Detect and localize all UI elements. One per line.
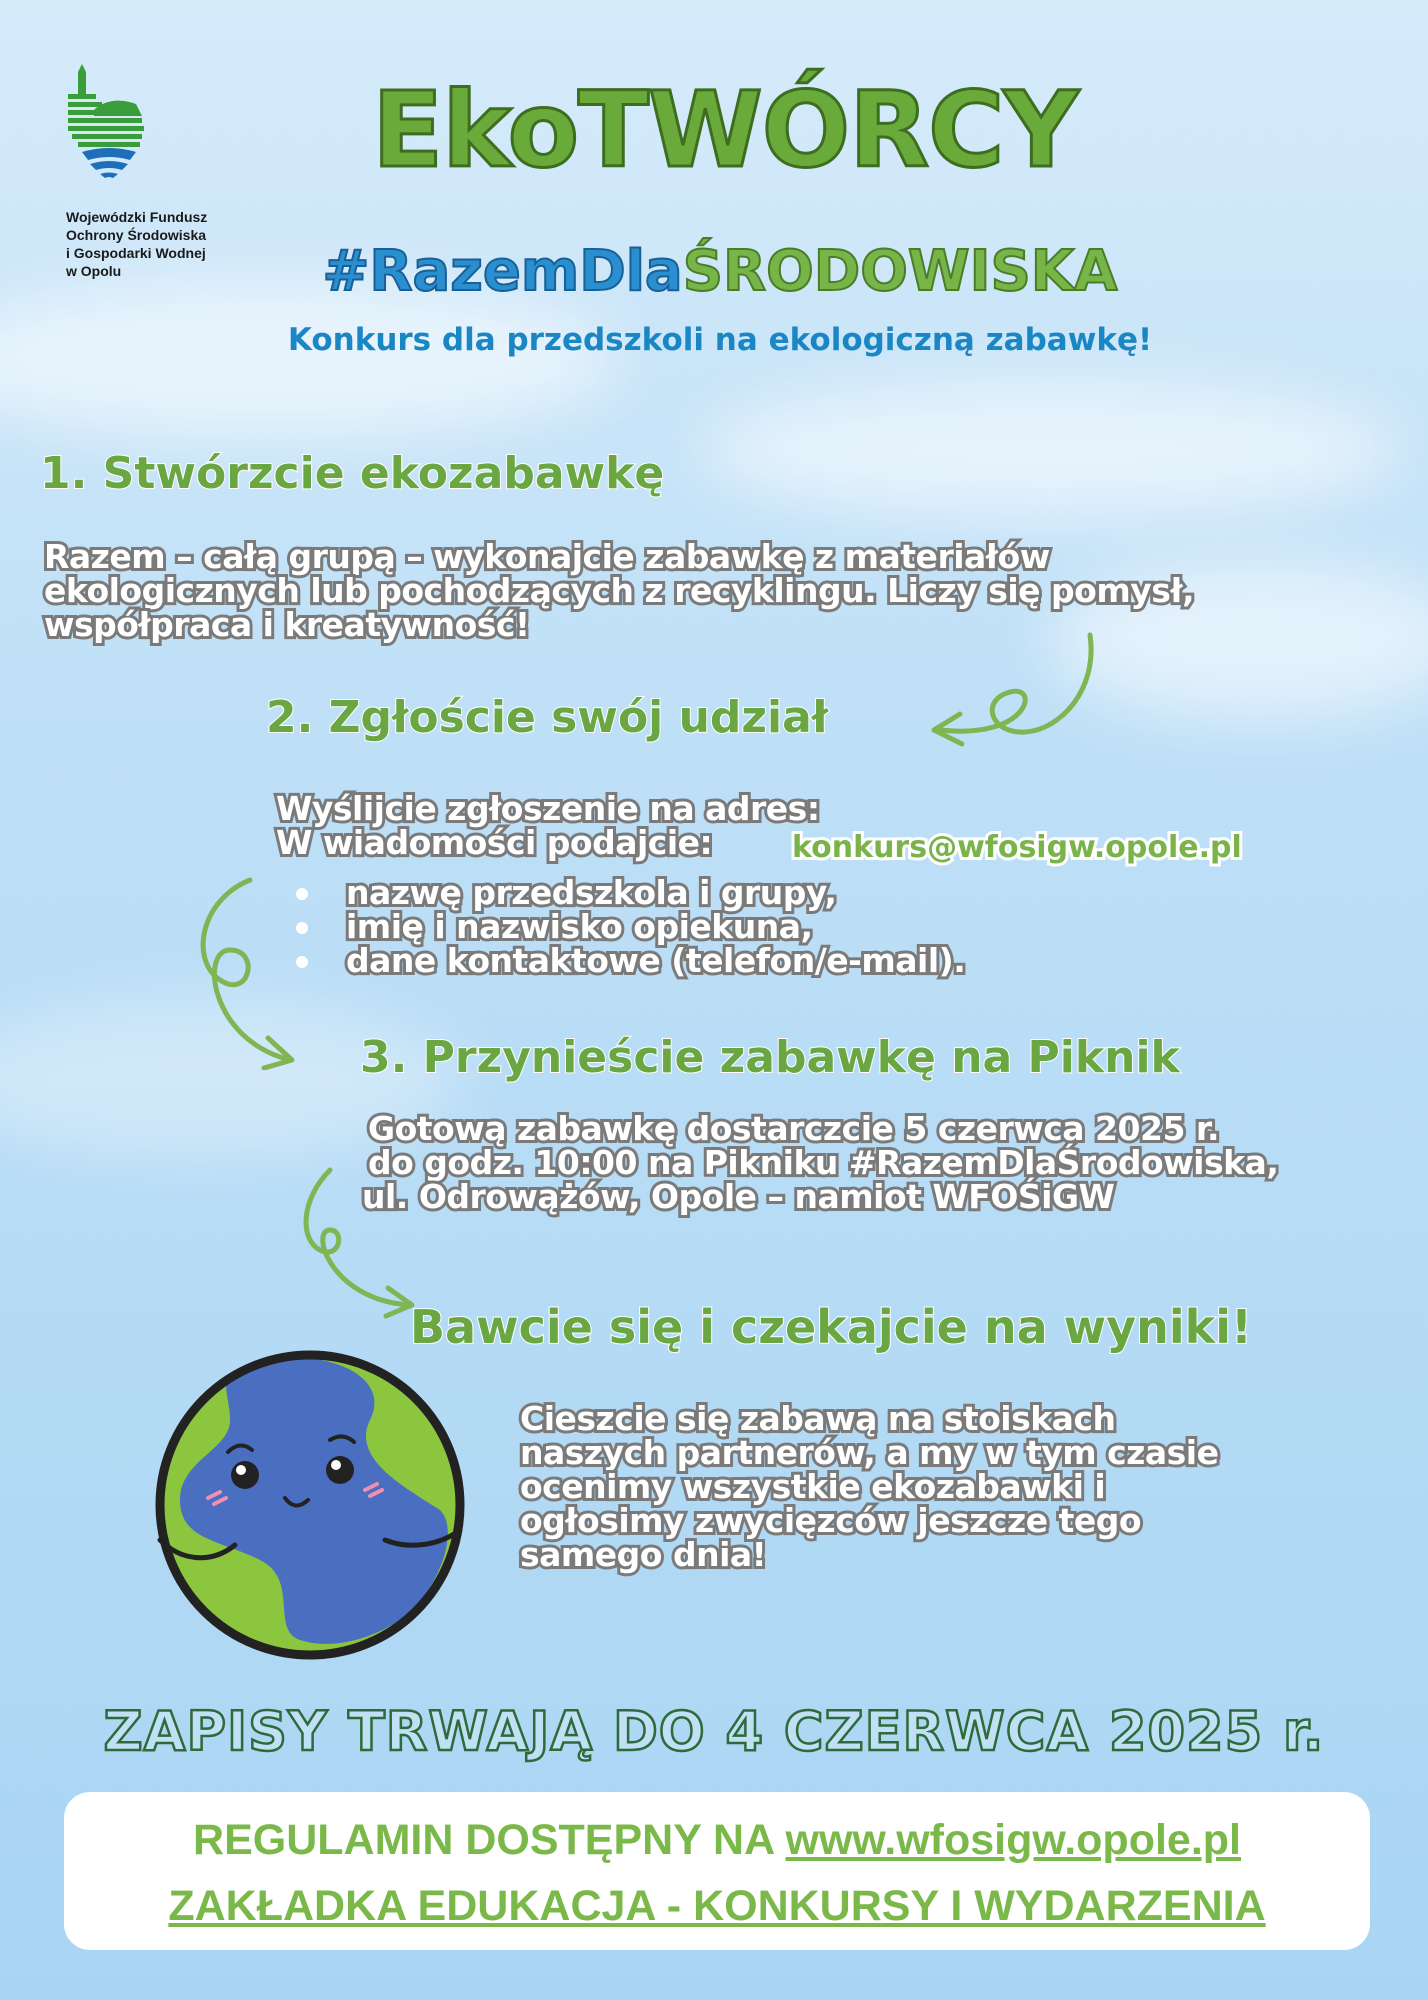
step1-line: ekologicznych lub pochodzących z recyklingu. Liczy się pomysł, <box>44 571 1195 610</box>
hashtag-part-srodowiska: ŚRODOWISKA <box>682 239 1118 304</box>
earth-mascot-icon <box>140 1340 480 1670</box>
step4-description <box>520 1399 1219 1574</box>
step2-description <box>276 789 820 862</box>
step2-bullet-list <box>290 873 966 980</box>
logo-emblem-icon <box>64 64 154 184</box>
curly-arrow-icon <box>290 1160 430 1320</box>
registration-deadline: ZAPISY TRWAJĄ DO 4 CZERWCA 2025 r. <box>103 1700 1325 1763</box>
logo-line: Ochrony Środowiska <box>66 227 207 243</box>
step4-line: ocenimy wszystkie ekozabawki i <box>520 1467 1106 1506</box>
page-title: EkoTWÓRCY <box>372 69 1078 191</box>
step4-heading: Bawcie się i czekajcie na wyniki! <box>410 1300 1253 1354</box>
step2-heading: 2. Zgłoście swój udział <box>266 692 829 743</box>
step4-line: Cieszcie się zabawą na stoiskach <box>520 1399 1116 1438</box>
hashtag-part-razemdla: #RazemDla <box>322 239 683 304</box>
step2-line-text: W wiadomości podajcie: <box>276 823 713 862</box>
regulations-info-box <box>64 1792 1370 1950</box>
education-tab-link[interactable]: ZAKŁADKA EDUKACJA - KONKURSY I WYDARZENIA <box>168 1882 1266 1930</box>
wfosigw-logo <box>64 64 154 184</box>
logo-line: w Opolu <box>66 263 122 279</box>
step3-description <box>362 1109 1279 1216</box>
cloud-decoration <box>700 380 1400 520</box>
regulations-prefix: REGULAMIN DOSTĘPNY NA <box>193 1816 786 1864</box>
list-item: imię i nazwisko opiekuna, <box>290 910 965 944</box>
curly-arrow-icon <box>920 620 1100 770</box>
contact-email[interactable]: konkurs@wfosigw.opole.pl <box>792 830 1242 865</box>
hashtag-title <box>270 238 1170 306</box>
step2-line <box>276 823 820 862</box>
contest-subtitle: Konkurs dla przedszkoli na ekologiczną zabawkę! <box>287 322 1153 358</box>
list-item: dane kontaktowe (telefon/e-mail). <box>290 944 965 978</box>
step4-line: naszych partnerów, a my w tym czasie <box>520 1433 1219 1472</box>
step3-line: Gotową zabawkę dostarczcie 5 czerwca 2025 r. <box>368 1109 1220 1148</box>
step1-line: Razem – całą grupą – wykonajcie zabawkę z materiałów <box>44 537 1050 576</box>
step3-heading: 3. Przynieście zabawkę na Piknik <box>360 1032 1180 1083</box>
logo-organization-name <box>66 208 266 280</box>
website-link[interactable]: www.wfosigw.opole.pl <box>785 1816 1241 1864</box>
step2-line: Wyślijcie zgłoszenie na adres: <box>276 789 820 828</box>
logo-line: Wojewódzki Fundusz <box>66 209 208 225</box>
logo-line: i Gospodarki Wodnej <box>66 245 206 261</box>
curly-arrow-icon <box>180 870 310 1070</box>
step3-line: do godz. 10:00 na Pikniku #RazemDlaŚrodowiska, <box>368 1143 1279 1182</box>
step4-line: ogłosimy zwycięzców jeszcze tego <box>520 1501 1142 1540</box>
education-tab-line <box>64 1876 1370 1936</box>
step1-heading: 1. Stwórzcie ekozabawkę <box>40 448 665 499</box>
step3-line: ul. Odrowążów, Opole – namiot WFOŚiGW <box>362 1177 1115 1216</box>
list-item: nazwę przedszkola i grupy, <box>290 876 965 910</box>
step1-line: współpraca i kreatywność! <box>44 605 530 644</box>
step4-line: samego dnia! <box>520 1535 767 1574</box>
regulations-line <box>64 1810 1370 1870</box>
